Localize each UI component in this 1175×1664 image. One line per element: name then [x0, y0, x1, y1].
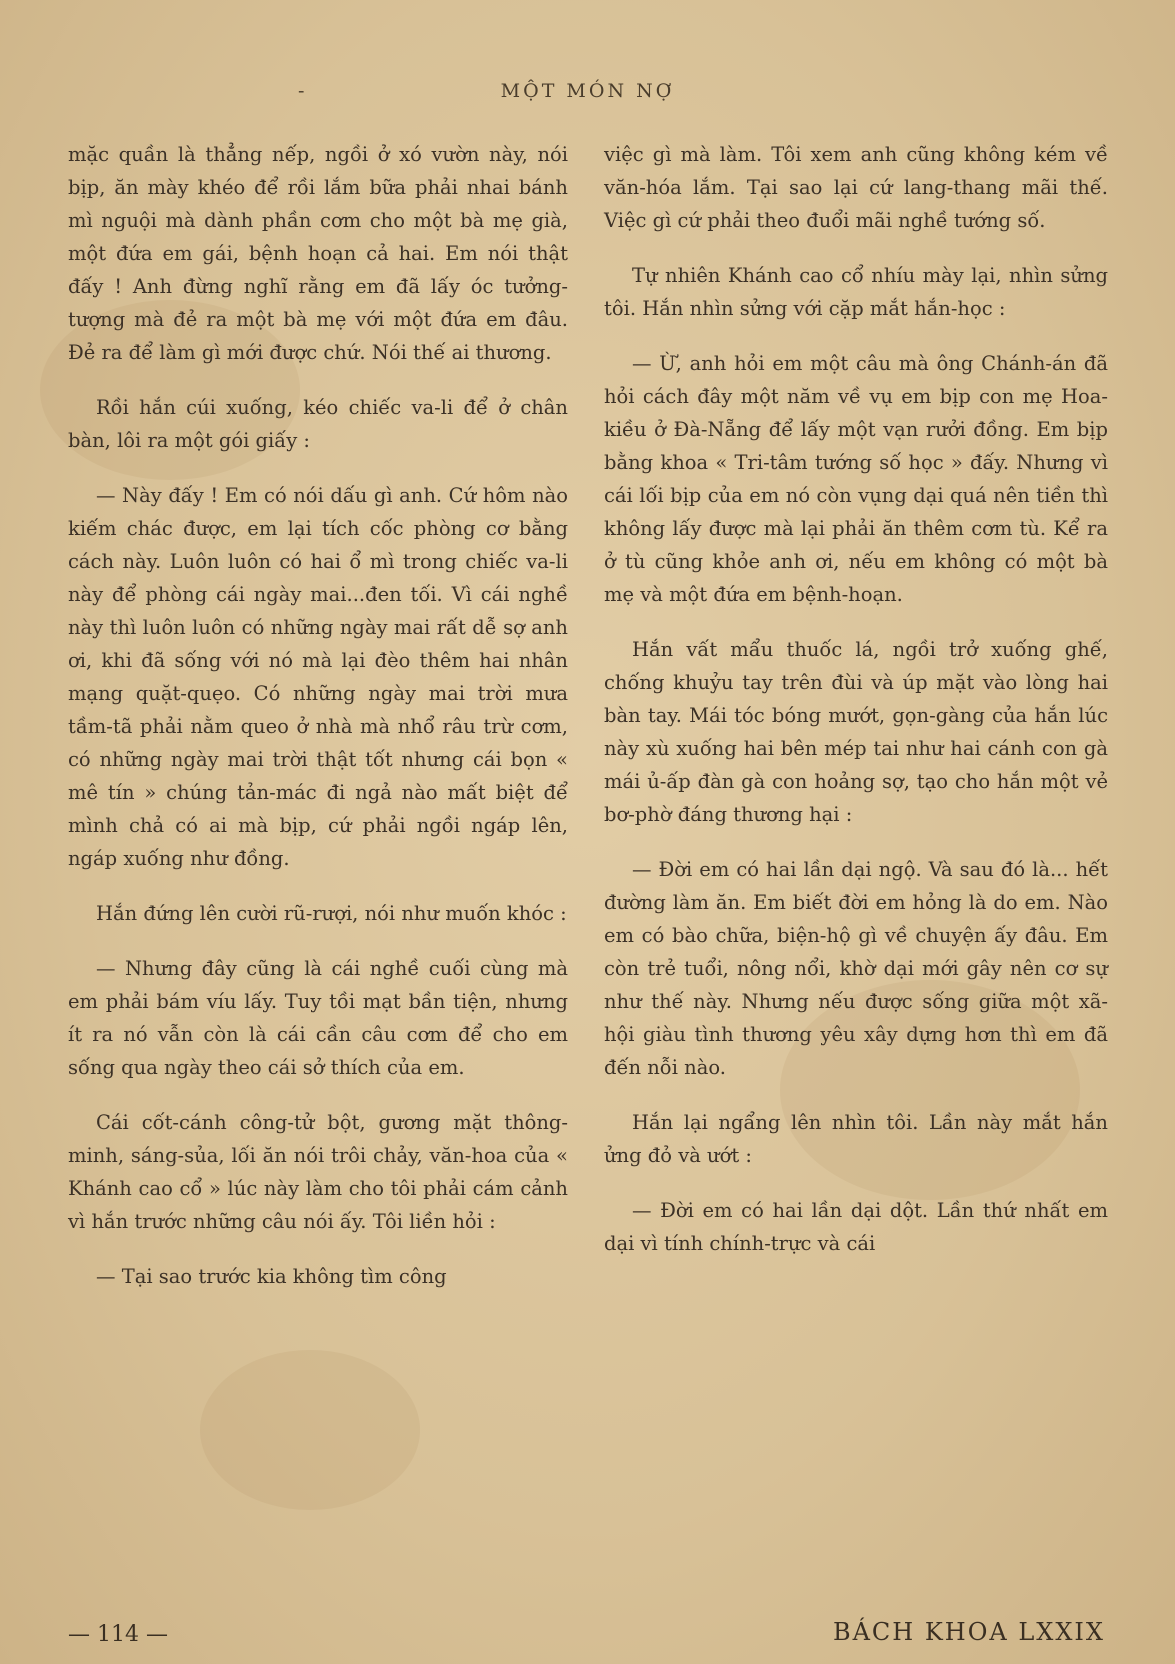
paragraph: — Nhưng đây cũng là cái nghề cuối cùng mà em phải bám víu lấy. Tuy tồi mạt bần tiện, nhưng ít ra nó vẫn còn là cái cần câu cơm để cho em sống qua ngày theo cái sở thích của em. — [68, 957, 568, 1079]
paragraph: Cái cốt-cánh công-tử bột, gương mặt thông-minh, sáng-sủa, lối ăn nói trôi chảy, văn-hoa của « Khánh cao cổ » lúc này làm cho tôi phải cám cảnh vì hắn trước những câu nói ấy. Tôi liền hỏi : — [68, 1111, 568, 1233]
paragraph: — Ừ, anh hỏi em một câu mà ông Chánh-án đã hỏi cách đây một năm về vụ em bịp con mẹ Hoa-kiều ở Đà-Nẵng để lấy một vạn rưởi đồng. Em bịp bằng khoa « Tri-tâm tướng số học » đấy. Nhưng vì cái lối bịp của em nó còn vụng dại quá nên tiền thì không lấy được mà lại phải ăn thêm cơm tù. Kể ra ở tù cũng khỏe anh ơi, nếu em không có một bà mẹ và một đứa em bệnh-hoạn. — [604, 352, 1108, 606]
paragraph: — Tại sao trước kia không tìm công — [96, 1265, 447, 1288]
paragraph: Hắn đứng lên cười rũ-rượi, nói như muốn khóc : — [96, 902, 567, 925]
journal-title: BÁCH KHOA LXXIX — [832, 1618, 1105, 1646]
paper-stain — [200, 1350, 420, 1510]
paragraph: Hắn lại ngẩng lên nhìn tôi. Lần này mắt hắn ửng đỏ và ướt : — [604, 1111, 1108, 1167]
paragraph: việc gì mà làm. Tôi xem anh cũng không kém về văn-hóa lắm. Tại sao lại cứ lang-thang mãi thế. Việc gì cứ phải theo đuổi mãi nghề tướng số. — [604, 143, 1108, 232]
paragraph: Hắn vất mẩu thuốc lá, ngồi trở xuống ghế, chống khuỷu tay trên đùi và úp mặt vào lòng hai bàn tay. Mái tóc bóng mướt, gọn-gàng của hắn lúc này xù xuống hai bên mép tai như hai cánh con gà mái ủ-ấp đàn gà con hoảng sợ, tạo cho hắn một vẻ bơ-phờ đáng thương hại : — [604, 638, 1108, 826]
page-number: — 114 — — [68, 1622, 168, 1647]
paragraph: Rồi hắn cúi xuống, kéo chiếc va-li để ở chân bàn, lôi ra một gói giấy : — [68, 396, 568, 452]
paragraph: — Đời em có hai lần dại ngộ. Và sau đó là... hết đường làm ăn. Em biết đời em hỏng là do em. Nào em có bào chữa, biện-hộ gì về chuyện ấy đâu. Em còn trẻ tuổi, nông nổi, khờ dại mới gây nên cơ sự như thế này. Nhưng nếu được sống giữa một xã-hội giàu tình thương yêu xây dựng hơn thì em đã đến nỗi nào. — [604, 858, 1108, 1079]
right-column — [604, 138, 1108, 1282]
left-column — [68, 138, 568, 1315]
paragraph: — Này đấy ! Em có nói dấu gì anh. Cứ hôm nào kiếm chác được, em lại tích cốc phòng cơ bằng cách này. Luôn luôn có hai ổ mì trong chiếc va-li này để phòng cái ngày mai...đen tối. Vì cái nghề này thì luôn luôn có những ngày mai rất dễ sợ anh ơi, khi đã sống với nó mà lại đèo thêm hai nhân mạng quặt-quẹo. Có những ngày mai trời mưa tầm-tã phải nằm queo ở nhà mà nhổ râu trừ cơm, có những ngày mai trời thật tốt nhưng cái bọn « mê tín » chúng tản-mác đi ngả nào mất biệt để mình chả có ai mà bịp, cứ phải ngồi ngáp lên, ngáp xuống như đồng. — [68, 484, 568, 870]
paragraph: — Đời em có hai lần dại dột. Lần thứ nhất em dại vì tính chính-trực và cái — [604, 1199, 1108, 1255]
paragraph: mặc quần là thẳng nếp, ngồi ở xó vườn này, nói bịp, ăn mày khéo để rồi lắm bữa phải nhai bánh mì nguội mà dành phần cơm cho một bà mẹ già, một đứa em gái, bệnh hoạn cả hai. Em nói thật đấy ! Anh đừng nghĩ rằng em đã lấy óc tưởng-tượng mà đẻ ra một bà mẹ với một đứa em đâu. Đẻ ra để làm gì mới được chứ. Nói thế ai thương. — [68, 143, 568, 364]
header-dash: - — [298, 80, 305, 102]
paragraph: Tự nhiên Khánh cao cổ nhíu mày lại, nhìn sửng tôi. Hắn nhìn sửng với cặp mắt hắn-học : — [604, 264, 1108, 320]
running-title: MỘT MÓN NỢ — [500, 80, 675, 102]
